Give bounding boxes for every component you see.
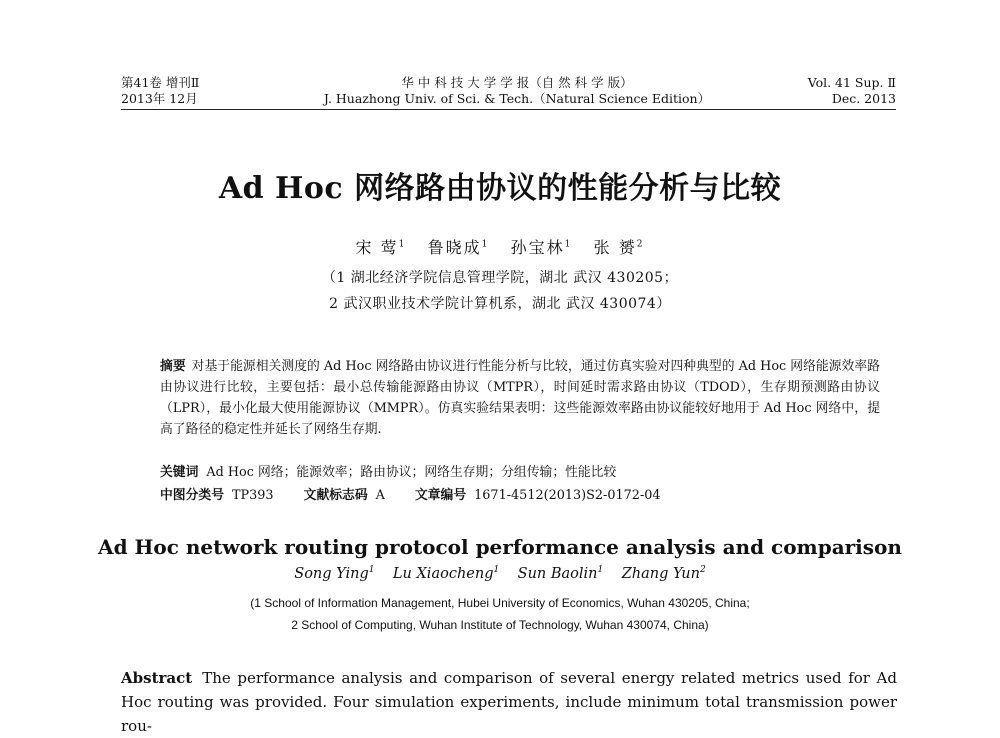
- classification-line: [160, 484, 661, 503]
- header-divider: [121, 109, 896, 110]
- author-cn: 张 赟$^2$: [593, 238, 645, 257]
- abstract-en-text: The performance analysis and comparison of several energy related metrics used for Ad Hoc routing was provided. Four simulation experiments, include minimum total transmission power rou-: [121, 669, 897, 735]
- journal-name-en: J. Huazhong Univ. of Sci. & Tech.（Natural Science Edition）: [323, 91, 711, 106]
- publication-date-en: Dec. 2013: [831, 91, 896, 106]
- abstract-cn: [160, 356, 880, 440]
- author-cn: 宋 莺$^1$: [355, 238, 407, 257]
- keywords-cn: [160, 461, 616, 480]
- author-en: Song Ying$^1$: [294, 565, 375, 582]
- publication-date-cn: 2013年 12月: [121, 91, 198, 106]
- journal-volume-en: [760, 75, 896, 107]
- author-en: Zhang Yun$^2$: [621, 565, 706, 582]
- doc-code-value: A: [375, 488, 385, 503]
- journal-name: [300, 75, 734, 107]
- author-en: Sun Baolin$^1$: [517, 565, 604, 582]
- author-en: Lu Xiaocheng$^1$: [392, 565, 500, 582]
- abstract-cn-label: 摘要: [160, 359, 186, 374]
- author-list-cn: [0, 235, 1000, 258]
- keywords-text: Ad Hoc 网络；能源效率；路由协议；网络生存期；分组传输；性能比较: [206, 465, 617, 480]
- paper-title-cn: Ad Hoc 网络路由协议的性能分析与比较: [218, 171, 782, 206]
- journal-name-cn: 华 中 科 技 大 学 学 报（自 然 科 学 版）: [401, 75, 633, 90]
- affiliation-en-1: (1 School of Information Management, Hubei University of Economics, Wuhan 430205, China;: [250, 596, 750, 610]
- article-number-label: 文章编号: [414, 488, 467, 503]
- affiliation-en-2: 2 School of Computing, Wuhan Institute of Technology, Wuhan 430074, China): [291, 618, 709, 632]
- doc-code-label: 文献标志码: [303, 488, 368, 503]
- clc-label: 中图分类号: [160, 488, 224, 503]
- author-list-en: [0, 566, 1000, 582]
- abstract-en-label: Abstract: [121, 669, 193, 687]
- keywords-label: 关键词: [160, 465, 199, 480]
- abstract-cn-text: 对基于能源相关测度的 Ad Hoc 网络路由协议进行性能分析与比较，通过仿真实验对四种典型的 Ad Hoc 网络能源效率路由协议进行比较，主要包括：最小总传输能源路由协议（MTPR），时间延时需求路由协议（TDOD），生存期预测路由协议（LPR），最小化最大使用能源协议（MMPR）。仿真实验结果表明：这些能源效率路由协议能较好地用于 Ad Hoc 网络中，提高了路径的稳定性并延长了网络生存期.: [160, 359, 880, 437]
- affiliation-cn-1: （1 湖北经济学院信息管理学院，湖北 武汉 430205；: [321, 270, 679, 286]
- author-cn: 鲁晓成$^1$: [427, 238, 490, 257]
- abstract-en: [121, 666, 897, 738]
- volume-issue: 第41卷 增刊Ⅱ: [121, 75, 200, 90]
- paper-title-en: Ad Hoc network routing protocol performance analysis and comparison: [98, 535, 902, 559]
- clc-value: TP393: [231, 488, 274, 503]
- affiliation-cn-2: 2 武汉职业技术学院计算机系，湖北 武汉 430074）: [329, 296, 671, 312]
- volume-supplement: Vol. 41 Sup. Ⅱ: [807, 75, 896, 90]
- author-cn: 孙宝林$^1$: [510, 238, 573, 257]
- article-number-value: 1671-4512(2013)S2-0172-04: [474, 488, 661, 503]
- journal-volume-info: [121, 75, 199, 107]
